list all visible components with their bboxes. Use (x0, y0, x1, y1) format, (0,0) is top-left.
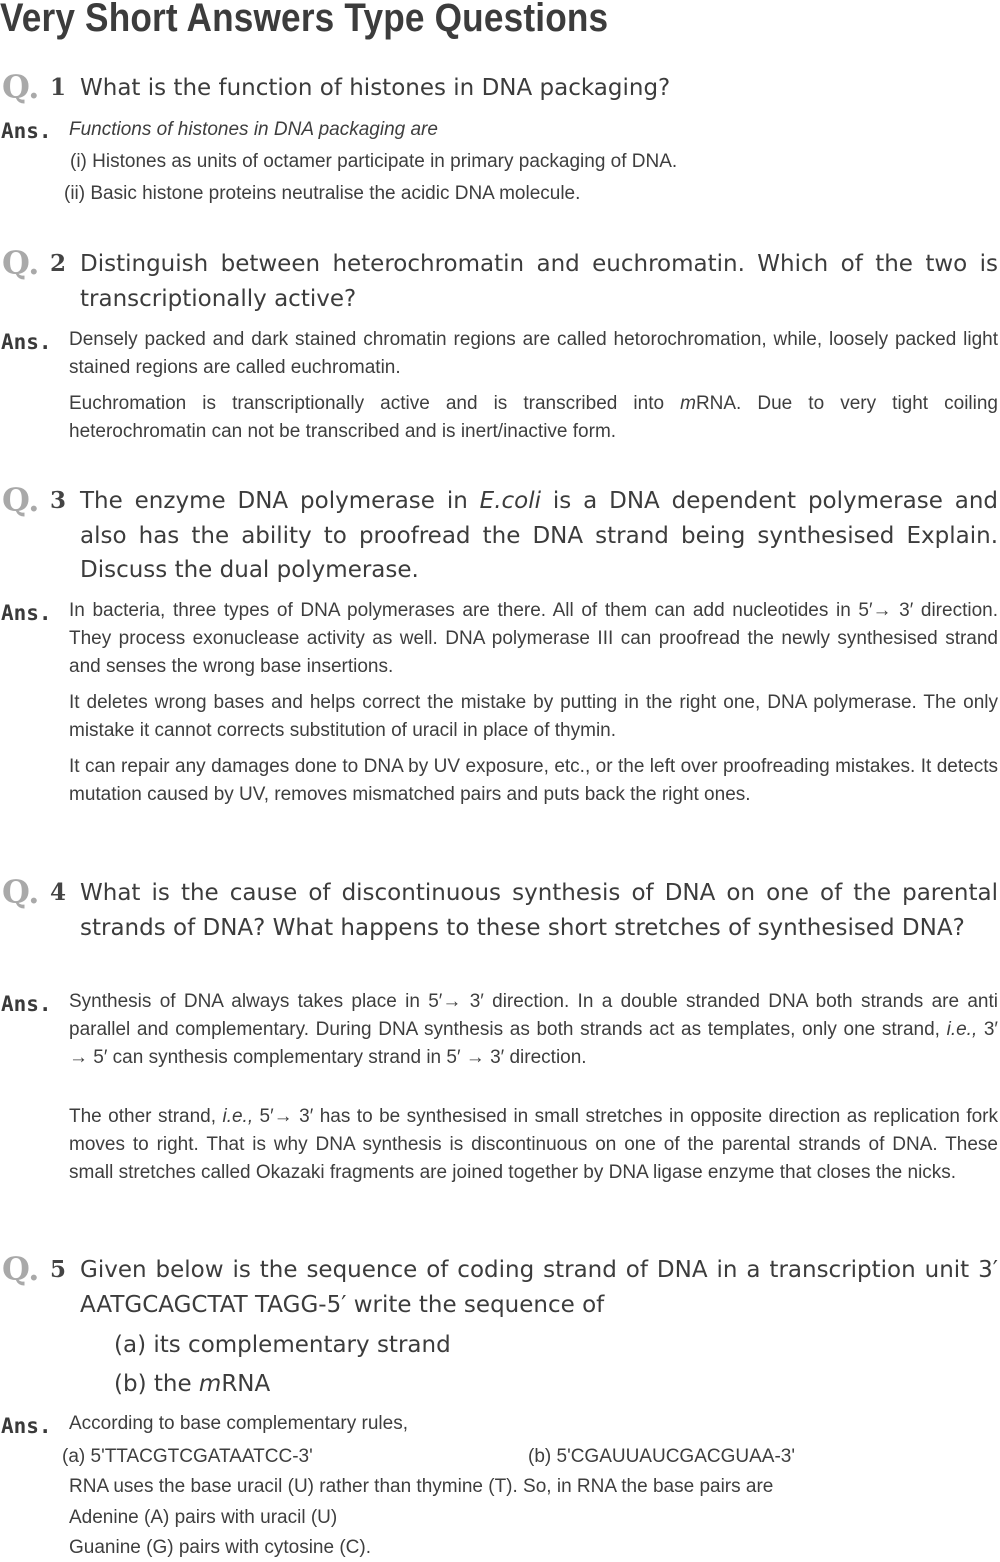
answer-2-paragraph: Euchromation is transcriptionally active and is transcribed into mRNA. Due to very tight coiling heterochromatin can not be transcribed and is inert/inactive form. (69, 393, 998, 442)
answer-5-intro: According to base complementary rules, (69, 1413, 408, 1434)
question-marker: Q. (2, 1250, 40, 1288)
question-marker: Q. (2, 481, 40, 519)
question-1-text: What is the function of histones in DNA packaging? (80, 75, 671, 101)
answer-label: Ans. (1, 330, 52, 354)
question-2-text: Distinguish between heterochromatin and euchromatin. Which of the two is transcriptionally active? (80, 251, 998, 312)
answer-1-item-ii: (ii) Basic histone proteins neutralise the acidic DNA molecule. (64, 183, 581, 204)
question-5-part-b: (b) the mRNA (114, 1371, 271, 1397)
answer-label: Ans. (1, 601, 52, 625)
page-title: Very Short Answers Type Questions (0, 0, 609, 40)
question-number: 5 (50, 1256, 67, 1283)
answer-5-part-b: (b) 5'CGAUUAUCGACGUAA-3' (528, 1446, 795, 1467)
question-marker: Q. (2, 68, 40, 106)
answer-label: Ans. (1, 1414, 52, 1438)
answer-label: Ans. (1, 992, 52, 1016)
answer-5-line: Adenine (A) pairs with uracil (U) (69, 1507, 338, 1528)
question-number: 3 (50, 487, 67, 514)
answer-1-intro: Functions of histones in DNA packaging are (69, 119, 438, 140)
answer-1-item-i: (i) Histones as units of octamer participate in primary packaging of DNA. (70, 151, 678, 172)
question-number: 2 (50, 250, 67, 277)
answer-5-line: Guanine (G) pairs with cytosine (C). (69, 1537, 371, 1558)
question-4-text: What is the cause of discontinuous synthesis of DNA on one of the parental strands of DNA? What happens to these short stretches of synthesised DNA? (80, 880, 998, 941)
answer-label: Ans. (1, 119, 52, 143)
answer-3-paragraph: In bacteria, three types of DNA polymerases are there. All of them can add nucleotides in 5′→ 3′ direction. They process exonuclease activity as well. DNA polymerase III can proofread the newly synthesised strand and senses the wrong base insertions. (69, 600, 998, 677)
question-number: 4 (50, 879, 67, 906)
answer-2-paragraph: Densely packed and dark stained chromatin regions are called hetorochromation, while, loosely packed light stained regions are called euchromatin. (69, 329, 998, 378)
answer-5-line: RNA uses the base uracil (U) rather than thymine (T). So, in RNA the base pairs are (69, 1476, 774, 1497)
question-number: 1 (50, 74, 67, 101)
answer-5-part-a: (a) 5'TTACGTCGATAATCC-3' (62, 1446, 313, 1467)
question-3-text: The enzyme DNA polymerase in E.coli is a DNA dependent polymerase and also has the ability to proofread the DNA strand being synthesised Explain. Discuss the dual polymerase. (80, 488, 999, 583)
question-5-part-a: (a) its complementary strand (114, 1332, 451, 1358)
answer-3-paragraph: It deletes wrong bases and helps correct the mistake by putting in the right one, DNA polymerase. The only mistake it cannot corrects substitution of uracil in place of thymin. (69, 692, 998, 741)
answer-3-paragraph: It can repair any damages done to DNA by UV exposure, etc., or the left over proofreading mistakes. It detects mutation caused by UV, removes mismatched pairs and puts back the right ones. (69, 756, 998, 805)
question-marker: Q. (2, 873, 40, 911)
question-marker: Q. (2, 244, 40, 282)
answer-4-paragraph: The other strand, i.e., 5′→ 3′ has to be synthesised in small stretches in opposite direction as replication fork moves to right. That is why DNA synthesis is discontinuous on one of the parental strands of DNA. These small stretches called Okazaki fragments are joined together by DNA ligase enzyme that closes the nicks. (69, 1106, 999, 1183)
question-5-text: Given below is the sequence of coding strand of DNA in a transcription unit 3′ AATGCAGCTAT TAGG-5′ write the sequence of (80, 1257, 998, 1318)
answer-4-paragraph: Synthesis of DNA always takes place in 5′→ 3′ direction. In a double stranded DNA both strands are anti parallel and complementary. During DNA synthesis as both strands act as templates, only one strand, i.e., 3′ → 5′ can synthesis complementary strand in 5′ → 3′ direction. (69, 991, 998, 1068)
